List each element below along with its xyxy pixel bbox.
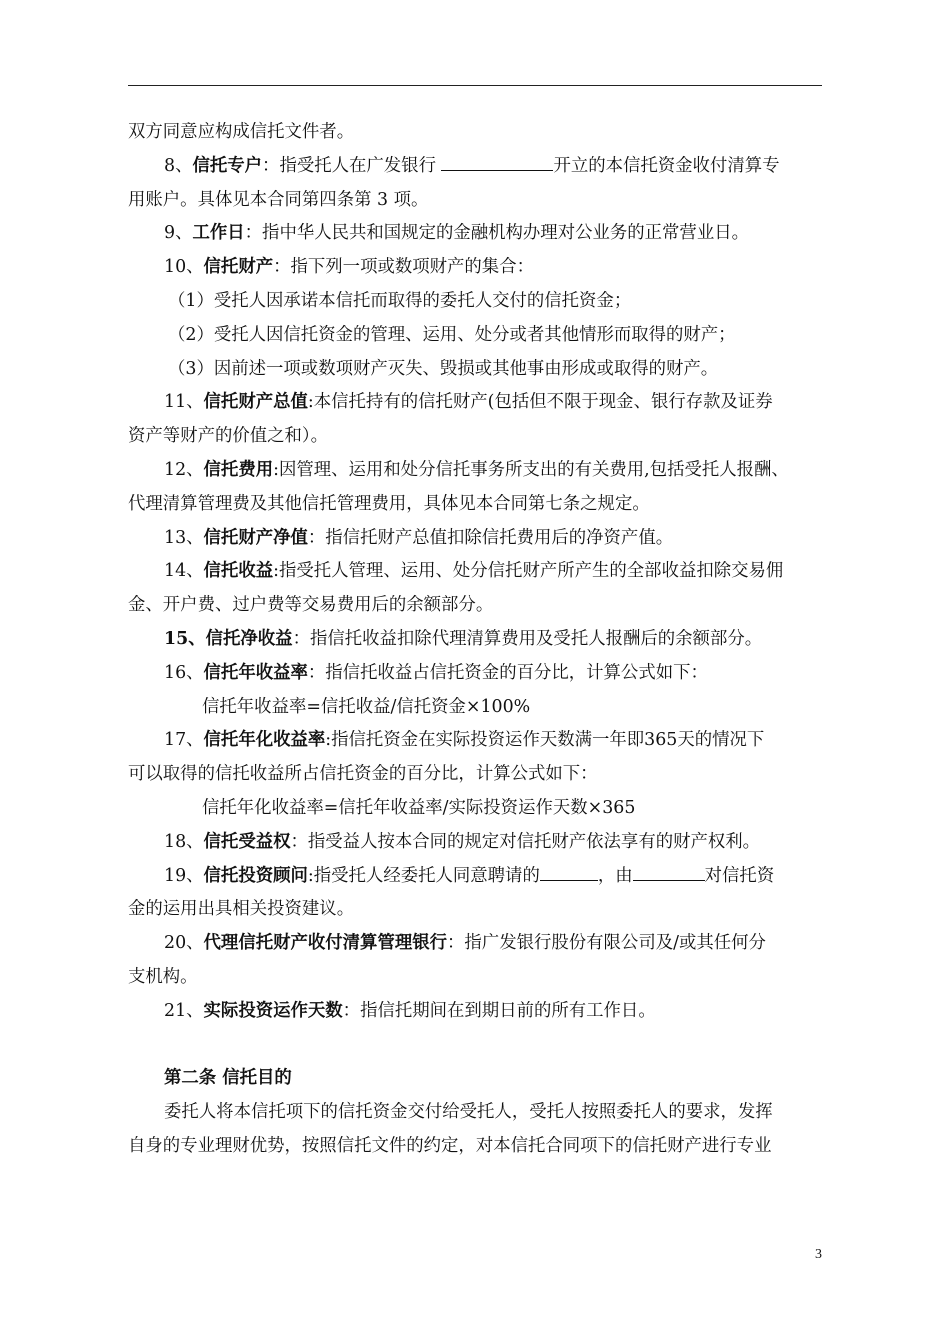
- list-item: （3）因前述一项或数项财产灭失、毁损或其他事由形成或取得的财产。: [168, 358, 719, 379]
- definition-11: 11、信托财产总值:本信托持有的信托财产(包括但不限于现金、银行存款及证券: [164, 392, 773, 413]
- term: 信托收益: [203, 561, 274, 582]
- definition-9: 9、工作日：指中华人民共和国规定的金融机构办理对公业务的正常营业日。: [164, 223, 749, 244]
- document-body: [128, 116, 822, 1164]
- paragraph: 代理清算管理费及其他信托管理费用，具体见本合同第七条之规定。: [128, 493, 650, 514]
- blank-field: [633, 864, 705, 881]
- list-item: （1）受托人因承诺本信托而取得的委托人交付的信托资金；: [168, 290, 632, 311]
- header-rule: [128, 85, 822, 86]
- term: 工作日: [192, 223, 245, 244]
- paragraph: 支机构。: [128, 966, 198, 987]
- paragraph: 委托人将本信托项下的信托资金交付给受托人，受托人按照委托人的要求，发挥: [164, 1102, 773, 1123]
- page-number: 3: [815, 1247, 822, 1262]
- term: 实际投资运作天数: [203, 1000, 343, 1021]
- paragraph: 金、开户费、过户费等交易费用后的余额部分。: [128, 595, 494, 616]
- term: 信托财产净值: [203, 527, 308, 548]
- definition-8: 8、信托专户：指受托人在广发银行 开立的本信托资金收付清算专: [164, 155, 780, 176]
- paragraph: 金的运用出具相关投资建议。: [128, 899, 355, 920]
- paragraph: 可以取得的信托收益所占信托资金的百分比，计算公式如下：: [128, 764, 598, 785]
- spacer: [128, 1029, 822, 1063]
- paragraph: 双方同意应构成信托文件者。: [128, 122, 355, 142]
- term: 信托专户: [192, 155, 263, 176]
- term: 代理信托财产收付清算管理银行: [203, 933, 448, 954]
- formula: 信托年收益率=信托收益/信托资金×100%: [202, 696, 531, 717]
- paragraph: 资产等财产的价值之和）。: [128, 426, 328, 447]
- blank-field: [540, 864, 598, 881]
- paragraph: 自身的专业理财优势，按照信托文件的约定，对本信托合同项下的信托财产进行专业: [128, 1135, 772, 1156]
- list-item: （2）受托人因信托资金的管理、运用、处分或者其他情形而取得的财产；: [168, 324, 736, 345]
- definition-10: 10、信托财产：指下列一项或数项财产的集合：: [164, 257, 534, 278]
- paragraph: 用账户。具体见本合同第四条第 3 项。: [128, 189, 429, 210]
- term: 信托财产总值: [203, 392, 308, 413]
- definition-14: 14、信托收益:指受托人管理、运用、处分信托财产所产生的全部收益扣除交易佣: [164, 561, 784, 582]
- definition-21: 21、实际投资运作天数：指信托期间在到期日前的所有工作日。: [164, 1000, 656, 1021]
- blank-field: [441, 154, 553, 171]
- term: 信托投资顾问: [203, 865, 308, 886]
- definition-12: 12、信托费用:因管理、运用和处分信托事务所支出的有关费用,包括受托人报酬、: [164, 459, 789, 480]
- term: 信托财产: [203, 257, 274, 278]
- definition-15: 15、信托净收益：指信托收益扣除代理清算费用及受托人报酬后的余额部分。: [164, 628, 763, 649]
- section-heading: 第二条 信托目的: [164, 1068, 292, 1089]
- term: 信托费用: [203, 459, 274, 480]
- definition-16: 16、信托年收益率：指信托收益占信托资金的百分比，计算公式如下：: [164, 662, 708, 683]
- definition-20: 20、代理信托财产收付清算管理银行：指广发银行股份有限公司及/或其任何分: [164, 933, 766, 954]
- term: 信托受益权: [203, 831, 291, 852]
- term: 信托年化收益率: [203, 730, 326, 751]
- definition-13: 13、信托财产净值：指信托财产总值扣除信托费用后的净资产值。: [164, 527, 674, 548]
- definition-18: 18、信托受益权：指受益人按本合同的规定对信托财产依法享有的财产权利。: [164, 831, 761, 852]
- definition-19: 19、信托投资顾问:指受托人经委托人同意聘请的 ，由 对信托资: [164, 865, 775, 886]
- formula: 信托年化收益率=信托年收益率/实际投资运作天数×365: [202, 797, 636, 818]
- term: 信托年收益率: [203, 662, 308, 683]
- term: 信托净收益: [205, 628, 293, 649]
- definition-17: 17、信托年化收益率:指信托资金在实际投资运作天数满一年即365天的情况下: [164, 730, 765, 751]
